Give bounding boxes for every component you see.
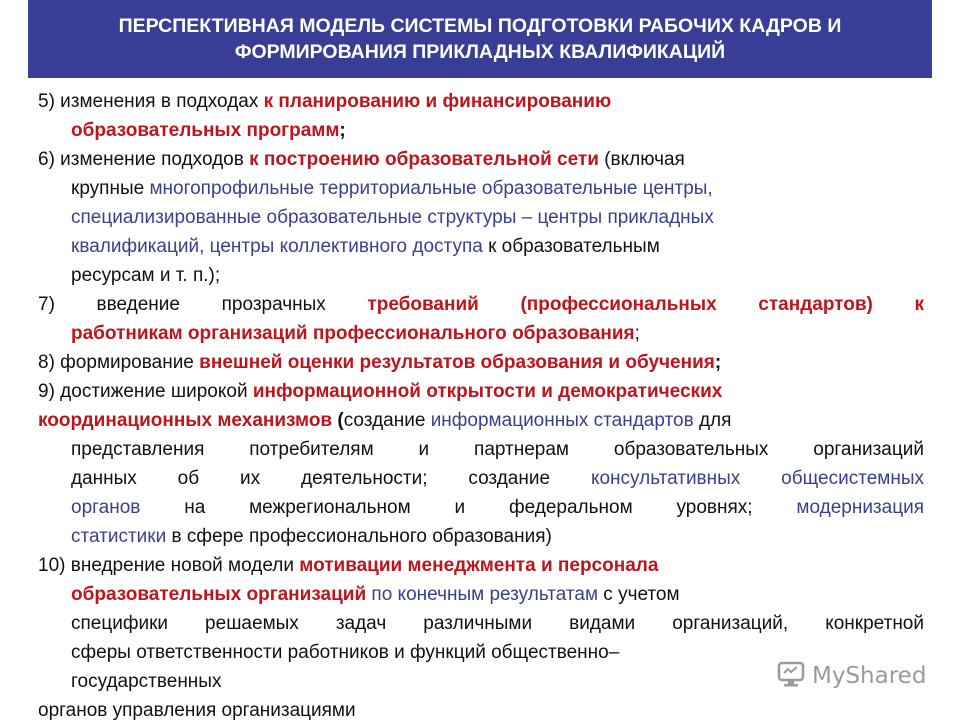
item-9-line-4: данных об их деятельности; создание консультативных общесистемных: [71, 468, 924, 489]
highlight: информационной открытости и демократических: [252, 381, 723, 402]
content-list: [38, 87, 927, 725]
item-5-line-1: 5) изменения в подходах к планированию и финансированию: [38, 91, 612, 112]
title-line-1: ПЕРСПЕКТИВНАЯ МОДЕЛЬ СИСТЕМЫ ПОДГОТОВКИ РАБОЧИХ КАДРОВ И: [118, 15, 842, 37]
item-10-line-4: сферы ответственности работников и функций общественно–: [71, 642, 620, 663]
highlight: к планированию и финансированию: [263, 91, 612, 112]
highlight-blue: статистики: [71, 526, 167, 547]
item-10-line-5: государственных: [71, 671, 222, 692]
item-9-line-1: 9) достижение широкой информационной открытости и демократических: [38, 381, 723, 402]
item-5-line-2: образовательных программ;: [71, 120, 346, 141]
item-10-line-1: 10) внедрение новой модели мотивации менеджмента и персонала: [38, 555, 659, 576]
highlight-blue: по конечным результатам: [366, 584, 599, 605]
highlight: работникам организаций профессионального образования: [71, 323, 635, 344]
highlight-blue: информационных стандартов: [430, 410, 694, 431]
item-9-line-6: статистики в сфере профессионального образования): [71, 526, 552, 547]
highlight: внешней оценки результатов образования и обучения: [199, 352, 715, 373]
item-6-line-3: специализированные образовательные структуры – центры прикладных: [71, 207, 714, 228]
item-7-line-2: работникам организаций профессионального образования;: [71, 323, 640, 344]
item-9-line-5: органов на межрегиональном и федеральном уровнях; модернизация: [71, 497, 924, 518]
item-6-line-1: 6) изменение подходов к построению образовательной сети (включая: [38, 149, 685, 170]
watermark-text: MyShared: [812, 663, 927, 689]
highlight-blue: консультативных общесистемных: [590, 468, 924, 489]
highlight: требований (профессиональных стандартов) к: [367, 294, 924, 315]
highlight-blue: многопрофильные территориальные образовательные центры,: [149, 178, 713, 199]
item-10-line-6: органов управления организациями: [38, 700, 356, 721]
item-6-line-4: квалификаций, центры коллективного доступа к образовательным: [71, 236, 660, 257]
highlight: координационных механизмов: [38, 410, 333, 431]
item-8-line-1: 8) формирование внешней оценки результатов образования и обучения;: [38, 352, 722, 373]
highlight: к построению образовательной сети: [249, 149, 599, 170]
highlight: образовательных программ: [71, 120, 340, 141]
highlight: образовательных организаций: [71, 584, 367, 605]
highlight: мотивации менеджмента и персонала: [299, 555, 659, 576]
watermark: [776, 658, 926, 694]
highlight-blue: квалификаций, центры коллективного доступа: [71, 236, 483, 257]
monitor-icon: [776, 658, 806, 694]
title-banner: [28, 0, 932, 78]
title-line-2: ФОРМИРОВАНИЯ ПРИКЛАДНЫХ КВАЛИФИКАЦИЙ: [234, 41, 726, 63]
item-9-line-2: координационных механизмов (создание информационных стандартов для: [38, 410, 732, 431]
highlight-blue: органов: [71, 497, 141, 518]
item-10-line-2: образовательных организаций по конечным результатам с учетом: [71, 584, 680, 605]
item-7-line-1: 7) введение прозрачных требований (профессиональных стандартов) к: [38, 294, 924, 315]
item-6-line-2: крупные многопрофильные территориальные образовательные центры,: [71, 178, 713, 199]
item-10-line-3: специфики решаемых задач различными видами организаций, конкретной: [71, 613, 924, 634]
highlight-blue: модернизация: [796, 497, 924, 518]
item-6-line-5: ресурсам и т. п.);: [71, 265, 221, 286]
item-9-line-3: представления потребителям и партнерам образовательных организаций: [71, 439, 924, 460]
